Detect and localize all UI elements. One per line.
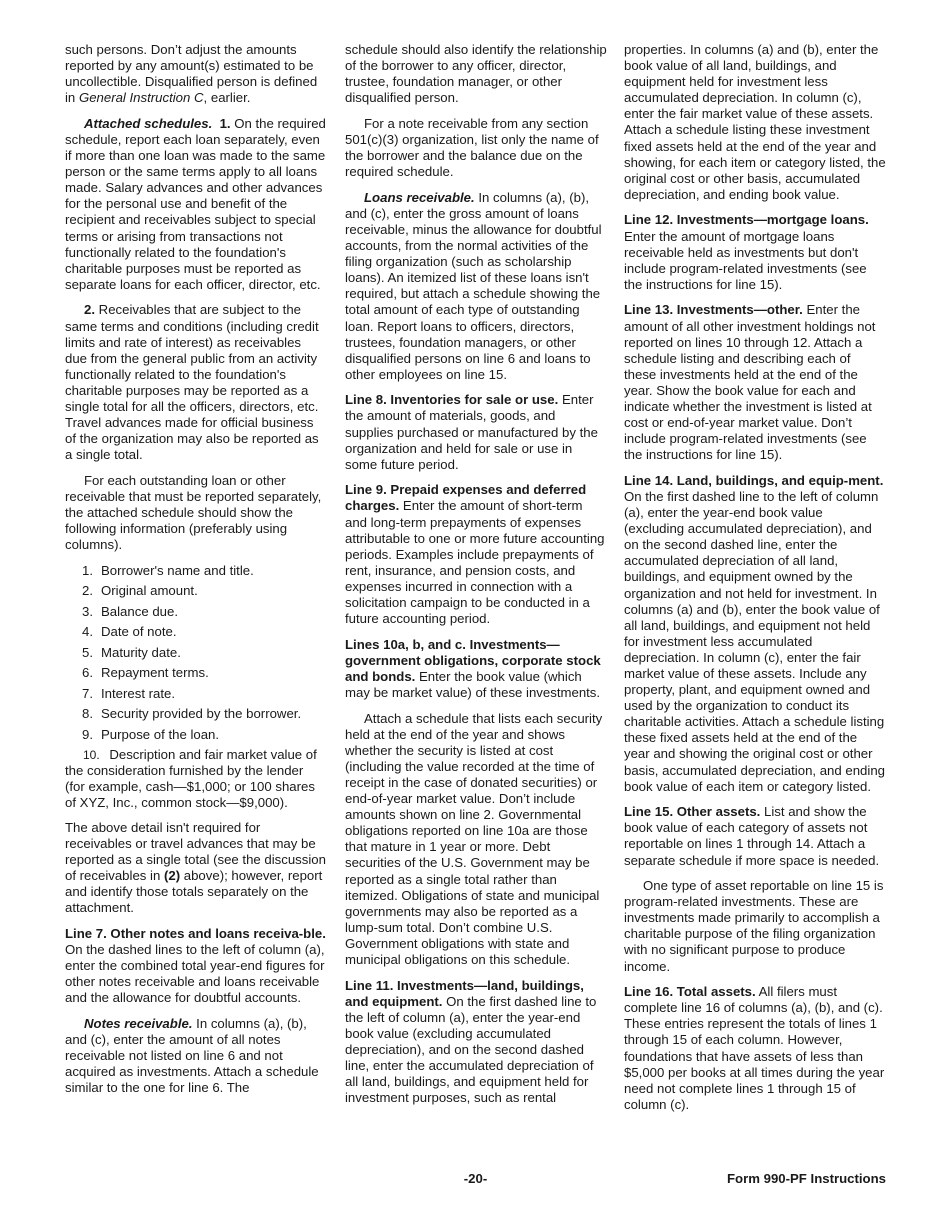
column-2	[345, 42, 607, 1116]
loan-details-list	[65, 563, 326, 812]
heading-notes-receivable: Notes receivable.	[84, 1015, 193, 1031]
page-footer	[65, 1171, 886, 1187]
paragraph-501c3-note: For a note receivable from any section 501(c)(3) organization, list only the name of the borrower and the balance due on the required schedule.	[345, 115, 599, 180]
paragraph-line-14: Line 14. Land, buildings, and equip-ment. On the first dashed line to the left of column (a), enter the year-end book value (excluding accumulated depreciation), and on the second dashed line, enter the accumulated depreciation of all land, buildings, and equipment owned by the organization and not held for investment. In columns (a) and (b), enter the book value of all land, buildings, and equipment not held for investment less accumulated depreciation. In column (c), enter the fair market value of these assets. Include any property, plant, and equipment owned and used by the organization to conduct its charitable activities. Attach a schedule listing these fixed assets held at the end of the year and showing the original cost or other basis, accumulated depreciation, and ending book value of each item or category listed.	[624, 472, 885, 794]
heading-loans-receivable: Loans receivable.	[364, 189, 475, 205]
paragraph-schedule-info: For each outstanding loan or other receivable that must be reported separately, the attached schedule should show the following information (preferably using columns).	[65, 472, 322, 553]
paragraph-line-8: Line 8. Inventories for sale or use. Enter the amount of materials, goods, and supplies purchased or manufactured by the organization and held for sale or use in some future period.	[345, 392, 598, 472]
paragraph-rental-properties: properties. In columns (a) and (b), enter the book value of all land, buildings, and equipment held for investment less accumulated depreciation. In column (c), enter the fair market value of these assets. Attach a schedule listing these investment fixed assets held at the end of the year and showing, for each item or category listed, the original cost or other basis, accumulated depreciation, and ending book value.	[624, 42, 886, 202]
paragraph-notes-receivable: Notes receivable. In columns (a), (b), and (c), enter the amount of all notes receivable not listed on line 6 and not acquired as investments. Attach a schedule similar to the one for line 6. The	[65, 1015, 319, 1095]
heading-line-16: Line 16. Total assets.	[624, 984, 756, 1000]
heading-line-15: Line 15. Other assets.	[624, 804, 761, 820]
paragraph-receivables-terms: 2. Receivables that are subject to the same terms and conditions (including credit limits and rate of interest) as receivables due from the general public from an activity functionally related to the foundation's charitable purposes may be reported as a single total for all the officers, directors, etc. Travel advances made for official business of the organization may also be reported as a single total.	[65, 302, 319, 463]
heading-line-9: Line 9. Prepaid expenses and deferred charges.	[345, 482, 587, 514]
list-item: 7. Interest rate.	[82, 685, 176, 701]
paragraph-line-16: Line 16. Total assets. All filers must complete line 16 of columns (a), (b), and (c). These entries represent the totals of lines 1 through 15 of each column. However, foundations that have assets of less than $5,000 per books at all times during the year need not complete lines 1 through 15 of column (c).	[624, 984, 885, 1112]
heading-line-12: Line 12. Investments—mortgage loans.	[624, 212, 869, 228]
general-instruction-c-reference: General Instruction C	[78, 90, 204, 106]
paragraph-attach-securities: Attach a schedule that lists each security held at the end of the year and shows whether the security is listed at cost (including the value recorded at the time of receipt in the case of donated securities) or end-of-year market value. Don’t include amounts shown on line 2. Governmental obligations reported on line 10a are those that mature in 1 year or more. Debt securities of the U.S. Government may be reported as a single total rather than itemized. Obligations of state and municipal governments may also be reported as a lump-sum total. Don’t combine U.S. Government obligations with state and municipal obligations on this schedule.	[345, 710, 603, 967]
list-item: 6. Repayment terms.	[82, 665, 209, 681]
page-number: -20-	[463, 1171, 488, 1186]
list-item: 1. Borrower's name and title.	[82, 562, 254, 578]
list-item: 2. Original amount.	[82, 583, 198, 599]
paragraph-line-11: Line 11. Investments—land, buildings, and equipment. On the first dashed line to the left of column (a), enter the year-end book value (excluding accumulated depreciation), and on the second dashed line, enter the accumulated depreciation of all land, buildings, and equipment held for investment purposes, such as rental	[345, 977, 597, 1106]
list-item: 8. Security provided by the borrower.	[82, 706, 302, 722]
form-name: Form 990-PF Instructions	[726, 1171, 886, 1186]
paragraph-line-9: Line 9. Prepaid expenses and deferred charges. Enter the amount of short-term and long-term prepayments of expenses attributable to one or more future accounting periods. Examples include prepayments of rent, insurance, and pension costs, and expenses incurred in connection with a solicitation campaign to be conducted in a future accounting period.	[345, 482, 605, 627]
heading-line-7: Line 7. Other notes and loans receiva-ble.	[65, 925, 326, 941]
list-item: 3. Balance due.	[82, 603, 178, 619]
heading-line-8: Line 8. Inventories for sale or use.	[345, 392, 559, 408]
paragraph-disqualified-persons: such persons. Don’t adjust the amounts reported by any amount(s) estimated to be uncollectible. Disqualified person is defined in General Instruction C, earlier.	[65, 42, 318, 106]
list-item: 9. Purpose of the loan.	[82, 726, 220, 742]
list-item-10: 10. Description and fair market value of the consideration furnished by the lender (for example, cash—$1,000; or 100 shares of XYZ, Inc., common stock—$9,000).	[65, 747, 317, 811]
heading-line-13: Line 13. Investments—other.	[624, 302, 803, 318]
column-1	[65, 42, 326, 1106]
list-item: 4. Date of note.	[82, 624, 177, 640]
heading-line-11: Line 11. Investments—land, buildings, and equipment.	[345, 977, 584, 1009]
paragraph-line-15: Line 15. Other assets. List and show the book value of each category of assets not reportable on lines 1 through 14. Attach a separate schedule if more space is needed.	[624, 804, 880, 868]
paragraph-detail-not-required: The above detail isn't required for receivables or travel advances that may be reported as a single total (see the discussion of receivables in (2) above); however, report and identify those totals separately on the attachment.	[65, 819, 326, 916]
column-3	[624, 42, 886, 1122]
paragraph-lines-10: Lines 10a, b, and c. Investments—government obligations, corporate stock and bonds. Enter the book value (which may be market value) of these investments.	[345, 636, 601, 700]
paragraph-program-related: One type of asset reportable on line 15 is program-related investments. These are investments made primarily to accomplish a charitable purpose of the filing organization with no significant purpose to produce income.	[624, 878, 884, 974]
paragraph-schedule-relationship: schedule should also identify the relationship of the borrower to any officer, director, trustee, foundation manager, or other disqualified person.	[345, 42, 607, 106]
paragraph-line-7: Line 7. Other notes and loans receiva-ble. On the dashed lines to the left of column (a), enter the combined total year-end figures for other notes receivable and loans receivable and the allowance for doubtful accounts.	[65, 925, 326, 1005]
paragraph-line-13: Line 13. Investments—other. Enter the amount of all other investment holdings not reported on lines 10 through 12. Attach a schedule listing and describing each of these investments held at the end of the year. Show the book value for each and indicate whether the investment is listed at cost or end-of-year market value. Don’t include program-related investments (see the instructions for line 15).	[624, 302, 876, 463]
paragraph-attached-schedules: Attached schedules. 1. On the required schedule, report each loan separately, even if more than one loan was made to the same person or the same terms apply to all loans made. Salary advances and other advances for the personal use and benefit of the recipient and receivables subject to special terms or arising from transactions not functionally related to the foundation's charitable purposes must be reported as separate loans for each officer, director, etc.	[65, 115, 326, 292]
heading-attached-schedules: Attached schedules.	[84, 115, 213, 131]
paragraph-loans-receivable: Loans receivable. In columns (a), (b), and (c), enter the gross amount of loans receivable, minus the allowance for doubtful accounts, from the normal activities of the filing organization (such as scholarship loans). An itemized list of these loans isn't required, but attach a schedule showing the total amount of each type of outstanding loan. Report loans to officers, directors, trustees, foundation managers, or other disqualified persons on line 6 and loans to other employees on line 15.	[345, 189, 602, 382]
list-item: 5. Maturity date.	[82, 644, 181, 660]
heading-lines-10: Lines 10a, b, and c. Investments—government obligations, corporate stock and bonds.	[345, 636, 601, 684]
paragraph-line-12: Line 12. Investments—mortgage loans. Enter the amount of mortgage loans receivable held as investments but don't include program-related investments (see the instructions for line 15).	[624, 212, 869, 292]
heading-line-14: Line 14. Land, buildings, and equip-ment.	[624, 472, 884, 488]
